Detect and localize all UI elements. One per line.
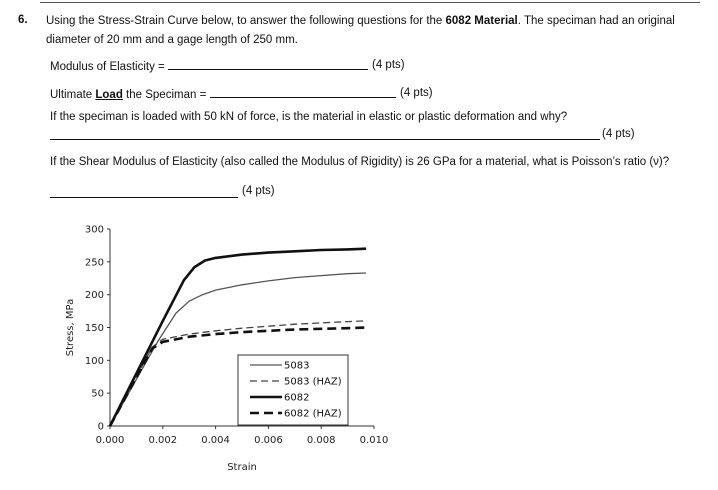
- y-axis-title: Stress, MPa: [65, 298, 76, 357]
- chart-legend: [238, 355, 348, 425]
- y-tick-label: 300: [84, 224, 104, 236]
- legend-label: 6082 (HAZ): [284, 408, 342, 420]
- y-tick-label: 150: [84, 323, 104, 334]
- force-question: If the speciman is loaded with 50 kN of force, is the material in elastic or plastic deformation and why?: [50, 111, 568, 123]
- material-name: 6082 Material: [445, 15, 518, 27]
- y-tick-label: 100: [84, 355, 104, 367]
- ultimate-load-question: Ultimate Load the Speciman =: [50, 87, 396, 101]
- question-number: 6.: [18, 14, 28, 26]
- ultimate-load-points: (4 pts): [400, 87, 433, 99]
- x-axis-title: Strain: [227, 462, 257, 473]
- load-word: Load: [95, 89, 123, 101]
- question-intro: Using the Stress-Strain Curve below, to answer the following questions for the 6082 Material. The speciman had an original diameter of 20 mm and a gage length of 250 mm.: [46, 15, 675, 46]
- legend-label: 6082: [284, 392, 310, 404]
- y-tick-label: 0: [97, 421, 104, 433]
- x-tick-label: 0.010: [359, 435, 389, 446]
- poisson-question: If the Shear Modulus of Elasticity (also called the Modulus of Rigidity) is 26 GPa for a material, what is Poisson’s ratio (ν)?: [50, 156, 670, 168]
- y-tick-label: 200: [84, 290, 104, 302]
- x-tick-label: 0.004: [201, 435, 230, 446]
- y-tick-label: 250: [84, 257, 104, 269]
- x-tick-label: 0.000: [95, 435, 125, 446]
- legend-label: 5083: [284, 360, 310, 372]
- x-tick-label: 0.008: [306, 435, 336, 446]
- modulus-label: Modulus of Elasticity =: [50, 61, 165, 73]
- chart-axes: [65, 225, 388, 474]
- x-tick-label: 0.006: [254, 435, 283, 446]
- y-tick-label: 50: [91, 388, 104, 400]
- x-tick-label: 0.002: [148, 435, 178, 446]
- legend-label: 5083 (HAZ): [284, 376, 342, 388]
- modulus-points: (4 pts): [372, 59, 405, 71]
- force-points: (4 pts): [602, 128, 635, 140]
- poisson-points: (4 pts): [242, 185, 275, 197]
